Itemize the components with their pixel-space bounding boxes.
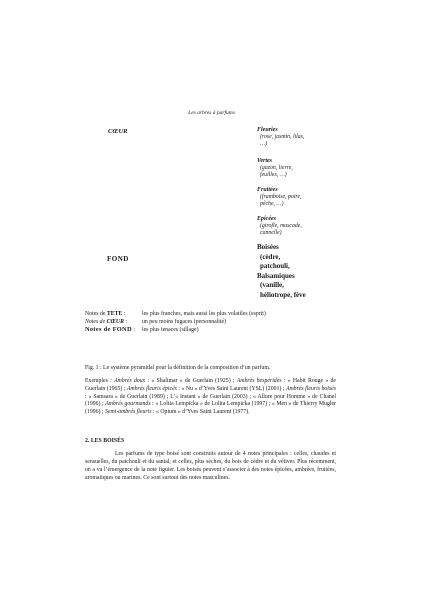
legend-row-tete xyxy=(85,310,266,318)
figure-caption: Fig. 1 : Le système pyramidal pour la définition de la composition d’un parfum. xyxy=(85,365,271,371)
examples-text: : « Shalimar » de Guerlain (1925) ; xyxy=(145,378,237,384)
pyramid-label-fond: FOND xyxy=(107,255,129,263)
coeur-note-epicees xyxy=(257,215,377,237)
pyramid-label-coeur: CŒUR xyxy=(108,128,128,135)
examples-text: : « Habit Rouge » de Guerlain (1965) ; xyxy=(85,378,336,392)
fond-line: (cèdre, xyxy=(260,252,281,261)
note-desc-line: pêche, …) xyxy=(260,201,284,208)
legend-keyword: CŒUR xyxy=(106,319,124,325)
legend-text: un peu moins fugaces (personnalité) xyxy=(142,319,227,325)
note-desc-line: cannelle) xyxy=(260,230,282,237)
legend-row-coeur xyxy=(85,318,266,326)
examples-category: Semi-ambrés fleuris xyxy=(104,409,152,416)
examples-text: : « Samsara » de Guerlain (1989) ; L’« Instant » de Guerlain (2003) ; « Allure pour Homme » de Chanel (1996) ; xyxy=(85,393,336,408)
section-number: 2. xyxy=(85,438,90,444)
legend-keyword: FOND xyxy=(112,326,132,333)
running-head: Les arbres à parfums xyxy=(188,110,235,116)
examples-category: Ambrés gourmands xyxy=(105,401,151,408)
fond-line: héliotrope, fève xyxy=(260,290,306,299)
note-desc-line: (framboise, poire, xyxy=(260,194,302,200)
examples-category: Ambrés hespéridés xyxy=(236,378,282,384)
fond-line: Boisées xyxy=(257,243,279,251)
legend-prefix: Notes de xyxy=(85,326,113,333)
examples-text: Exemples : xyxy=(85,378,114,384)
examples-category: Ambrés fleuris boisés xyxy=(285,385,336,392)
legend-text: les plus tenaces (sillage) xyxy=(142,327,199,333)
coeur-note-fleuries xyxy=(257,126,377,148)
examples-text: : « Lolita Lempicka » de Lolita Lempicka (1997) ; « Men » de Thierry Mugler (1996) ; xyxy=(85,401,336,416)
note-title: Epicées xyxy=(257,216,276,222)
fond-line: (vanille, xyxy=(260,281,284,290)
legend-keyword: TETE xyxy=(106,311,123,317)
legend-text: les plus franches, mais aussi les plus volatiles (esprit) xyxy=(142,311,266,317)
examples-category: Ambrés fleuris épicés xyxy=(126,385,177,392)
notes-legend xyxy=(85,310,266,334)
note-title: Vertes xyxy=(257,158,272,164)
coeur-note-fruitees xyxy=(257,186,377,208)
note-desc-line: (rose, jasmin, lilas, xyxy=(260,134,305,140)
legend-prefix: Notes de xyxy=(85,311,107,317)
note-desc-line: (girofle, muscade, xyxy=(260,223,302,229)
note-desc-line: …) xyxy=(260,141,268,148)
examples-text: : « Nu » d’Yves Saint Laurent (YSL) (2001) ; xyxy=(176,385,286,392)
note-title: Fleuries xyxy=(257,127,278,133)
note-desc-line: (gazon, lierre, xyxy=(260,165,293,171)
legend-sep: : xyxy=(123,319,128,325)
fond-notes xyxy=(257,243,377,301)
note-title: Fruitées xyxy=(257,187,278,193)
note-desc-line: feuilles, …) xyxy=(260,172,287,179)
section-body: Les parfums de type boisé sont construits autour de 4 notes principales : celles, chaudes et sensuelles, du patchouli et du santal, et celles, plus sèches, du bois de cèdre et du vétiver. Plus récemment, on a vu l’émergence de la note figuier. Les boisés peuvent s’associer à des notes épicées, ambrées, fruitées, aromatiques ou marines. Ce sont surtout des notes masculines. xyxy=(85,451,336,481)
legend-prefix: Notes de xyxy=(85,319,107,325)
fond-line: patchouli, xyxy=(260,262,290,271)
legend-row-fond xyxy=(85,326,266,334)
section-heading xyxy=(85,438,124,444)
coeur-note-vertes xyxy=(257,157,377,179)
fond-line: Balsamiques xyxy=(257,271,295,280)
section-title: LES BOISÉS xyxy=(90,438,125,444)
examples-text: : « Opium » d’Yves Saint Laurent (1977). xyxy=(151,409,250,416)
legend-sep: : xyxy=(122,311,126,317)
legend-sep: : xyxy=(131,327,135,333)
examples-category: Ambrés doux xyxy=(114,378,146,384)
examples-paragraph xyxy=(85,378,336,417)
